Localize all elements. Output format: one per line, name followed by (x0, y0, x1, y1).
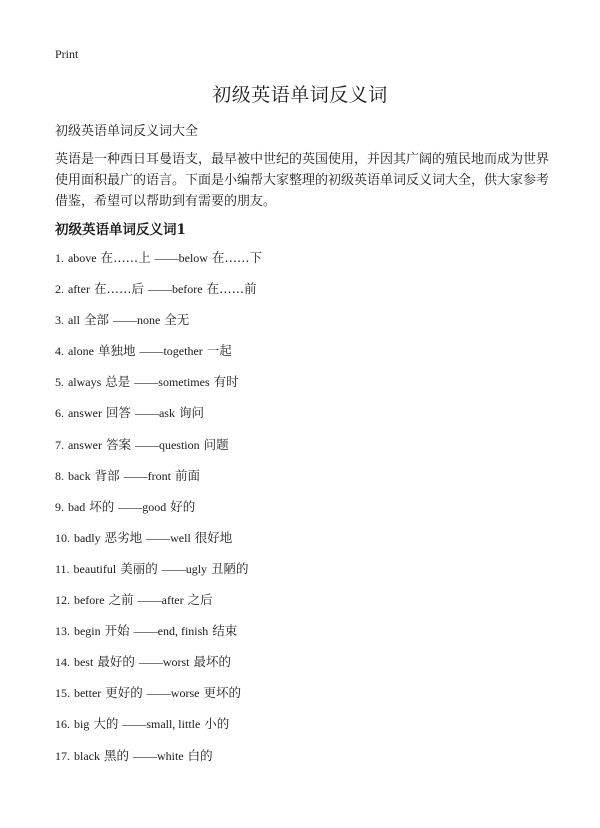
item-antonym-meaning: 在……下 (211, 250, 262, 265)
item-antonym-meaning: 在……前 (206, 281, 257, 297)
item-number: 11. (55, 561, 70, 576)
page-title: 初级英语单词反义词 (212, 84, 388, 106)
item-antonym-meaning: 一起 (206, 343, 232, 359)
list-item (55, 623, 262, 654)
item-number: 10. (55, 530, 70, 545)
item-word: black (73, 748, 100, 763)
item-number: 14. (55, 655, 70, 670)
item-antonym-meaning: 问题 (203, 436, 229, 452)
item-number: 5. (55, 375, 64, 390)
item-number: 13. (55, 624, 70, 639)
item-meaning: 回答 (105, 405, 131, 421)
item-antonym-meaning: 好的 (170, 498, 196, 514)
item-meaning: 坏的 (89, 498, 115, 514)
item-antonym-meaning: 全无 (164, 312, 190, 328)
item-word: best (73, 655, 94, 670)
item-antonym-meaning: 结束 (212, 623, 238, 639)
item-antonym: ——none (112, 313, 161, 328)
list-item (55, 468, 262, 499)
item-word: all (67, 313, 80, 328)
item-antonym-meaning: 小的 (204, 716, 230, 732)
item-antonym: ——sometimes (134, 375, 210, 390)
list-item (55, 716, 262, 747)
item-antonym: ——before (147, 282, 203, 297)
list-item (55, 685, 262, 716)
item-antonym: ——ugly (161, 561, 208, 576)
item-number: 8. (55, 468, 64, 483)
item-number: 7. (55, 437, 64, 452)
item-word: always (67, 375, 102, 390)
item-antonym-meaning: 有时 (213, 374, 239, 390)
list-item (55, 530, 262, 561)
item-antonym: ——after (137, 593, 184, 608)
item-word: answer (67, 406, 102, 421)
item-antonym: ——end, finish (133, 624, 209, 639)
item-antonym-meaning: 白的 (187, 747, 213, 763)
list-item (55, 654, 262, 685)
item-antonym-meaning: 最坏的 (193, 654, 231, 670)
item-antonym: ——ask (134, 406, 175, 421)
list-item (55, 250, 262, 281)
item-word: better (73, 686, 102, 701)
item-word: beautiful (73, 561, 117, 576)
item-antonym: ——below (154, 251, 208, 265)
item-antonym: ——question (134, 437, 200, 452)
item-antonym-meaning: 很好地 (194, 529, 233, 545)
list-item (55, 312, 262, 343)
item-word: after (67, 282, 90, 297)
item-word: before (73, 593, 105, 608)
list-item (55, 405, 262, 436)
item-antonym: ——white (132, 748, 184, 763)
item-antonym-meaning: 询问 (178, 405, 204, 421)
item-antonym-meaning: 更坏的 (203, 685, 241, 701)
list-item (55, 748, 262, 779)
item-meaning: 开始 (104, 623, 130, 639)
item-antonym: ——well (146, 530, 191, 545)
item-meaning: 背部 (94, 467, 120, 483)
item-meaning: 答案 (105, 436, 131, 452)
item-meaning: 大的 (93, 716, 119, 732)
print-link[interactable]: Print (55, 47, 79, 61)
item-number: 4. (55, 344, 64, 359)
item-meaning: 在……后 (93, 281, 144, 297)
list-item (55, 374, 262, 405)
list-item (55, 499, 262, 530)
item-word: alone (67, 344, 94, 359)
item-word: badly (73, 530, 101, 545)
item-meaning: 最好的 (97, 654, 135, 670)
item-word: above (67, 251, 97, 265)
item-antonym: ——small, little (122, 717, 201, 732)
item-meaning: 单独地 (97, 343, 136, 359)
item-meaning: 全部 (83, 312, 109, 328)
item-number: 3. (55, 313, 64, 328)
item-antonym: ——together (139, 344, 203, 359)
item-number: 6. (55, 406, 64, 421)
item-meaning: 更好的 (105, 685, 143, 701)
item-word: begin (73, 624, 101, 639)
item-antonym: ——good (118, 499, 167, 514)
item-number: 17. (55, 748, 70, 763)
list-item (55, 343, 262, 374)
antonym-list (55, 250, 262, 779)
item-meaning: 黑的 (103, 747, 129, 763)
list-item (55, 592, 262, 623)
section-heading: 初级英语单词反义词1 (55, 222, 186, 238)
item-number: 1. (55, 251, 64, 265)
item-antonym: ——worst (138, 655, 190, 670)
list-item (55, 561, 262, 592)
item-number: 9. (55, 499, 64, 514)
subtitle: 初级英语单词反义词大全 (55, 124, 199, 139)
item-number: 15. (55, 686, 70, 701)
item-word: big (73, 717, 90, 732)
item-word: answer (67, 437, 102, 452)
item-antonym-meaning: 之后 (187, 592, 213, 608)
item-number: 2. (55, 282, 64, 297)
item-antonym-meaning: 丑陋的 (211, 560, 249, 576)
list-item (55, 437, 262, 468)
item-antonym: ——worse (146, 686, 200, 701)
list-item (55, 281, 262, 312)
item-meaning: 在……上 (100, 250, 151, 265)
item-meaning: 恶劣地 (104, 529, 143, 545)
intro-paragraph: 英语是一种西日耳曼语支，最早被中世纪的英国使用，并因其广阔的殖民地而成为世界使用面积最广的语言。下面是小编帮大家整理的初级英语单词反义词大全，供大家参考借鉴，希望可以帮助到有需要的朋友。 (55, 152, 550, 209)
item-number: 16. (55, 717, 70, 732)
item-word: bad (67, 499, 86, 514)
item-meaning: 总是 (105, 374, 131, 390)
item-meaning: 美丽的 (120, 560, 158, 576)
item-word: back (67, 468, 91, 483)
item-number: 12. (55, 593, 70, 608)
item-antonym-meaning: 前面 (174, 467, 200, 483)
item-antonym: ——front (123, 468, 171, 483)
item-meaning: 之前 (108, 592, 134, 608)
